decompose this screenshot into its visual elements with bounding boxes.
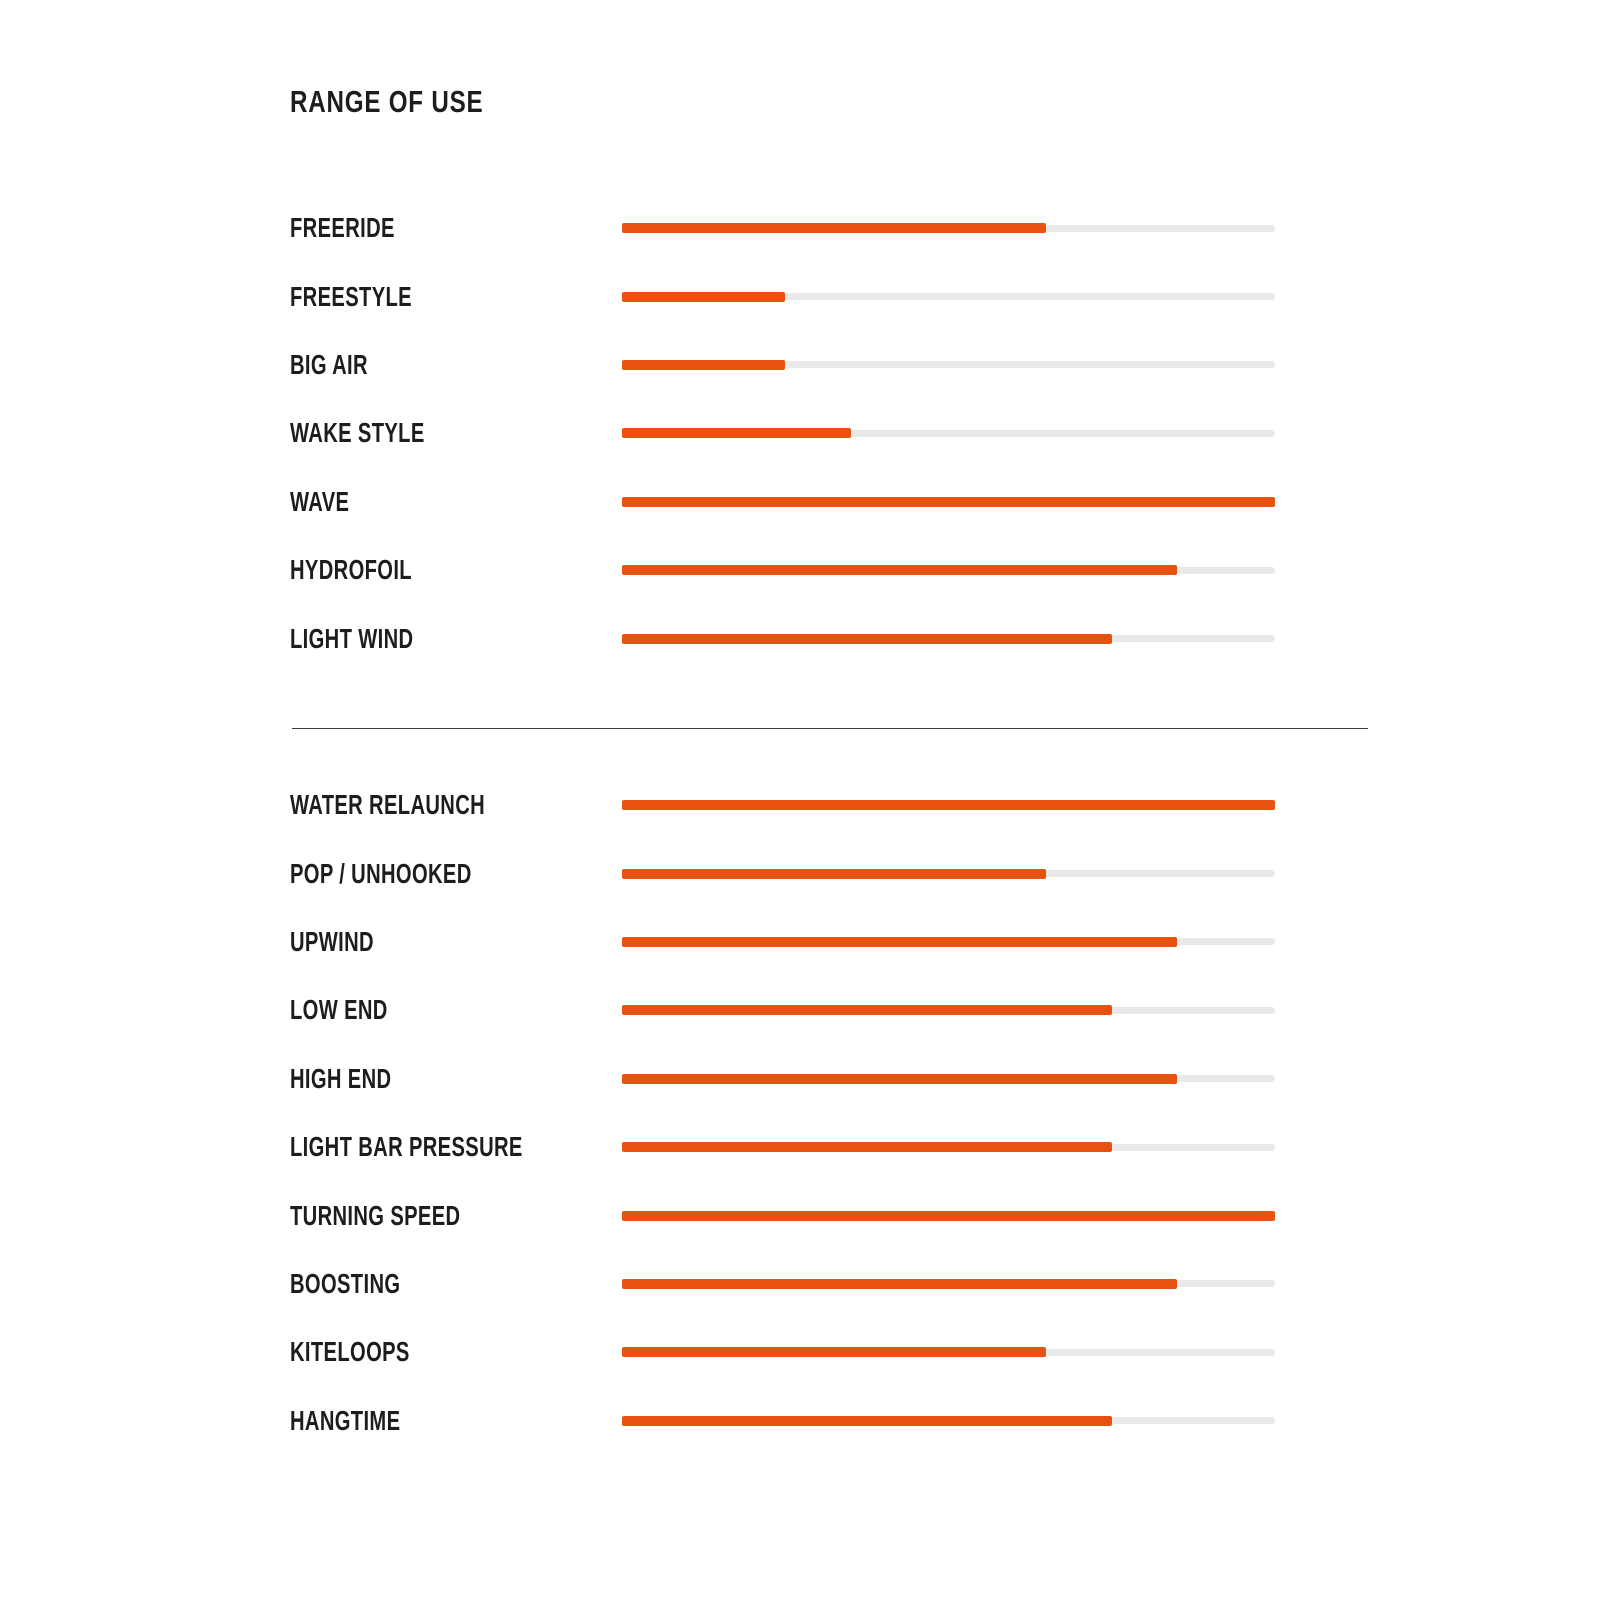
range-row <box>290 1113 1600 1181</box>
range-row <box>290 1045 1600 1113</box>
row-label: LIGHT WIND <box>290 622 414 654</box>
row-label: FREESTYLE <box>290 280 412 312</box>
bar <box>622 292 1275 302</box>
row-label: LOW END <box>290 994 388 1026</box>
range-row <box>290 908 1600 976</box>
row-label: UPWIND <box>290 925 374 957</box>
bar-fill <box>622 1074 1177 1084</box>
bar-fill <box>622 497 1275 507</box>
bar-fill <box>622 1347 1046 1357</box>
range-row <box>290 468 1600 536</box>
bar <box>622 1347 1275 1357</box>
range-row <box>290 604 1600 672</box>
bar-fill <box>622 800 1275 810</box>
bar-fill <box>622 869 1046 879</box>
bar-fill <box>622 360 785 370</box>
row-label: FREERIDE <box>290 212 395 244</box>
range-row <box>290 331 1600 399</box>
bar <box>622 565 1275 575</box>
bar <box>622 634 1275 644</box>
bar <box>622 1211 1275 1221</box>
range-row <box>290 1318 1600 1386</box>
row-label: WAVE <box>290 485 350 517</box>
bar-fill <box>622 1416 1112 1426</box>
bar-fill <box>622 292 785 302</box>
bar-fill <box>622 223 1046 233</box>
range-row <box>290 976 1600 1044</box>
row-label: BIG AIR <box>290 348 368 380</box>
row-label: WAKE STYLE <box>290 417 425 449</box>
bar <box>622 800 1275 810</box>
bar <box>622 937 1275 947</box>
row-label: KITELOOPS <box>290 1336 410 1368</box>
row-label: HIGH END <box>290 1062 392 1094</box>
bar <box>622 1005 1275 1015</box>
bar <box>622 869 1275 879</box>
page-title: RANGE OF USE <box>290 84 484 119</box>
bar <box>622 223 1275 233</box>
row-label: WATER RELAUNCH <box>290 789 486 821</box>
bar-fill <box>622 1142 1112 1152</box>
bar <box>622 428 1275 438</box>
bar <box>622 1416 1275 1426</box>
bar-fill <box>622 937 1177 947</box>
range-row <box>290 771 1600 839</box>
section-divider <box>292 728 1368 729</box>
bar-fill <box>622 428 851 438</box>
row-label: LIGHT BAR PRESSURE <box>290 1131 523 1163</box>
section-characteristics <box>290 771 1600 1455</box>
row-label: POP / UNHOOKED <box>290 857 472 889</box>
bar <box>622 497 1275 507</box>
range-row <box>290 1250 1600 1318</box>
row-label: HYDROFOIL <box>290 554 412 586</box>
row-label: TURNING SPEED <box>290 1199 461 1231</box>
bar <box>622 360 1275 370</box>
row-label: HANGTIME <box>290 1404 401 1436</box>
range-row <box>290 1181 1600 1249</box>
range-row <box>290 839 1600 907</box>
range-row <box>290 194 1600 262</box>
bar-fill <box>622 1279 1177 1289</box>
bar-fill <box>622 565 1177 575</box>
range-row <box>290 1387 1600 1455</box>
bar <box>622 1142 1275 1152</box>
range-row <box>290 399 1600 467</box>
range-row <box>290 536 1600 604</box>
bar-fill <box>622 634 1112 644</box>
bar <box>622 1279 1275 1289</box>
bar-fill <box>622 1211 1275 1221</box>
bar <box>622 1074 1275 1084</box>
range-row <box>290 262 1600 330</box>
row-label: BOOSTING <box>290 1267 401 1299</box>
section-disciplines <box>290 194 1600 673</box>
bar-fill <box>622 1005 1112 1015</box>
